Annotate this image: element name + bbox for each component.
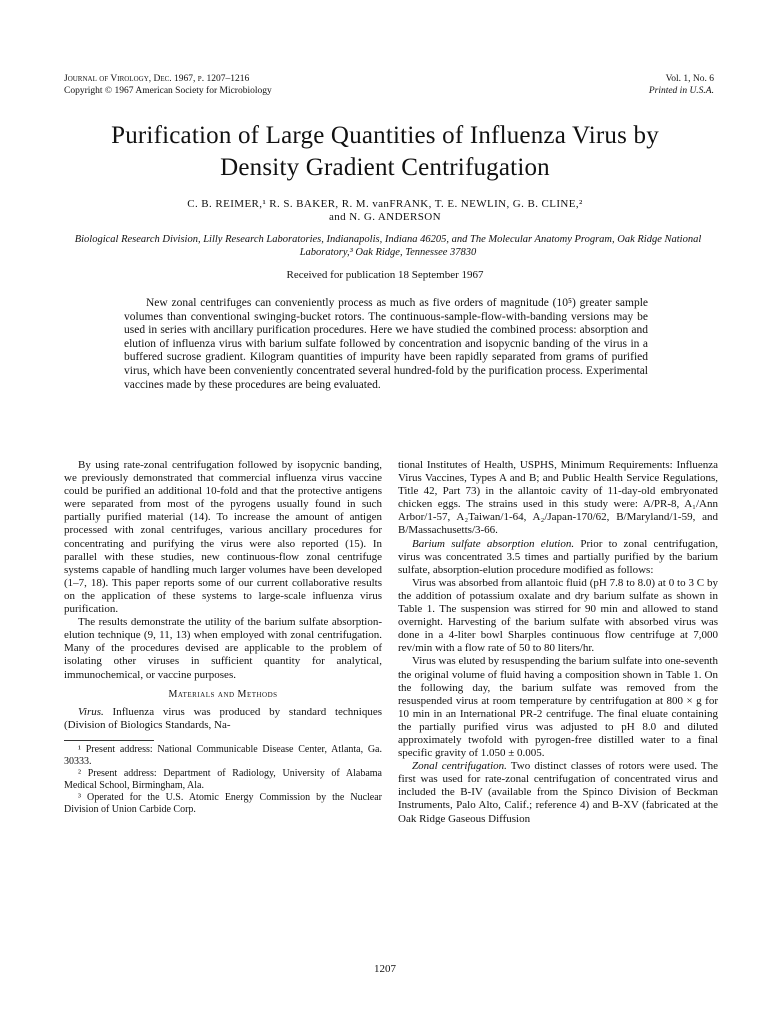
- article-title: [40, 120, 730, 184]
- authors-line-1: C. B. REIMER,¹ R. S. BAKER, R. M. vanFRANK, T. E. NEWLIN, G. B. CLINE,²: [187, 198, 583, 210]
- abstract: New zonal centrifuges can conveniently process as much as five orders of magnitude (10⁵) greater sample volumes than conventional swinging-bucket rotors. The continuous-sample-flow-with-banding versions may be used in series with ancillary purification procedures. Here we have studied the combined process: absorption and elution of influenza virus with barium sulfate followed by concentration and isopycnic banding of the virus in a buffered sucrose gradient. Kilogram quantities of impurity have been rapidly separated from grams of purified virus, which have been conveniently concentrated several hundred-fold by the purification process. Experimental vaccines made by these procedures are being evaluated.: [124, 297, 648, 391]
- copyright-line: Copyright © 1967 American Society for Microbiology: [64, 86, 272, 96]
- printed-in: Printed in U.S.A.: [648, 86, 714, 96]
- absorption-paragraph: Virus was absorbed from allantoic fluid (pH 7.8 to 8.0) at 0 to 3 C by the addition of potassium oxalate and dry barium sulfate as shown in Table 1. The suspension was stirred for 90 min and allowed to stand overnight. Harvesting of the barium sulfate with absorbed virus was done in a 4-liter bowl Sharples continuous flow centrifuge at 7,000 rev/min with a flow rate of 50 to 80 liters/hr.: [398, 576, 718, 655]
- volume-number: Vol. 1, No. 6: [665, 74, 714, 84]
- footnote-rule: [64, 740, 154, 741]
- title-line-1: Purification of Large Quantities of Influenza Virus by: [111, 122, 659, 149]
- left-column: [64, 459, 382, 816]
- strains-paragraph: tional Institutes of Health, USPHS, Minimum Requirements: Influenza Virus Vaccines, Types A and B; and Public Health Service Regulations, Title 42, Part 73) in the allantoic cavity of 11-day-old embryonated chicken eggs. The strains used in this study were: A/PR-8, A₁/Ann Arbor/1-57, A₂Taiwan/1-64, A₂/Japan-170/62, B/Maryland/1-59, and B/Massachusetts/3-66.: [398, 459, 718, 537]
- page-number: 1207: [374, 963, 396, 975]
- virus-text: Influenza virus was produced by standard techniques (Division of Biologics Standards, Na-: [64, 705, 382, 731]
- journal-citation: Journal of Virology, Dec. 1967, p. 1207–1216: [64, 74, 250, 84]
- intro-paragraph-2: The results demonstrate the utility of the barium sulfate absorption-elution technique (9, 11, 13) when employed with zonal centrifugation. Many of the procedures devised are applicable to the problem of isolating other viruses in sufficient quantity for analytical, immunochemical, or vaccine purposes.: [64, 616, 382, 681]
- title-line-2: Density Gradient Centrifugation: [220, 154, 550, 181]
- barium-run-in-heading: Barium sulfate absorption elution.: [412, 537, 575, 550]
- authors-line-2: and N. G. ANDERSON: [328, 211, 441, 223]
- author-list: [50, 198, 720, 224]
- zonal-run-in-heading: Zonal centrifugation.: [412, 760, 507, 773]
- right-column: [398, 459, 718, 826]
- zonal-paragraph: [398, 760, 718, 825]
- barium-text: Prior to zonal centrifugation, virus was concentrated 3.5 times and partially purified by the barium sulfate, absorption-elution procedure modified as follows:: [398, 537, 718, 576]
- zonal-text: Two distinct classes of rotors were used. The first was used for rate-zonal centrifugation of concentrated virus and included the B-IV (available from the Spinco Division of Beckman Instruments, Palo Alto, Calif.; reference 4) and B-XV (fabricated at the Oak Ridge Gaseous Diffusion: [398, 760, 718, 825]
- received-date: Received for publication 18 September 1967: [286, 269, 484, 281]
- affiliation: Biological Research Division, Lilly Research Laboratories, Indianapolis, Indiana 46205, and The Molecular Anatomy Program, Oak Ridge National Laboratory,³ Oak Ridge, Tennessee 37830: [74, 234, 702, 258]
- virus-paragraph: [64, 706, 382, 732]
- footnote-2: ² Present address: Department of Radiology, University of Alabama Medical School, Birmingham, Ala.: [64, 767, 382, 791]
- running-header-right: [649, 73, 714, 97]
- intro-paragraph-1: By using rate-zonal centrifugation followed by isopycnic banding, we previously demonstrated that commercial influenza virus vaccine could be purified an additional 10-fold and that the protective antigens were separated from most of the pyrogens usually found in such partially purified material (14). To increase the amount of antigen processed with zonal centrifuges, various ancillary procedures for concentrating and purifying the virus were also reported (15). In parallel with these studies, new continuous-flow zonal centrifuge systems capable of handling much larger volumes have been developed (1–7, 18). This paper reports some of our current collaborative results on the application of these systems to large-scale influenza virus purification.: [64, 459, 382, 616]
- elution-paragraph: Virus was eluted by resuspending the barium sulfate into one-seventh the original volume of fluid having a composition shown in Table 1. On the following day, the barium sulfate was removed from the resuspended virus at room temperature by centrifugation at 800 × g for 10 min in an International PR-2 centrifuge. The final eluate containing the partially purified virus was adjusted to pH 8.0 and diluted approximately twofold with pyrogen-free distilled water to a final specific gravity of 1.050 ± 0.005.: [398, 655, 718, 760]
- virus-run-in-heading: Virus.: [78, 705, 104, 718]
- barium-paragraph: [398, 538, 718, 577]
- section-heading: Materials and Methods: [168, 688, 278, 700]
- footnote-3: ³ Operated for the U.S. Atomic Energy Commission by the Nuclear Division of Union Carbide Corp.: [64, 791, 382, 815]
- footnote-1: ¹ Present address: National Communicable Disease Center, Atlanta, Ga. 30333.: [64, 743, 382, 767]
- running-header-left: [64, 73, 272, 97]
